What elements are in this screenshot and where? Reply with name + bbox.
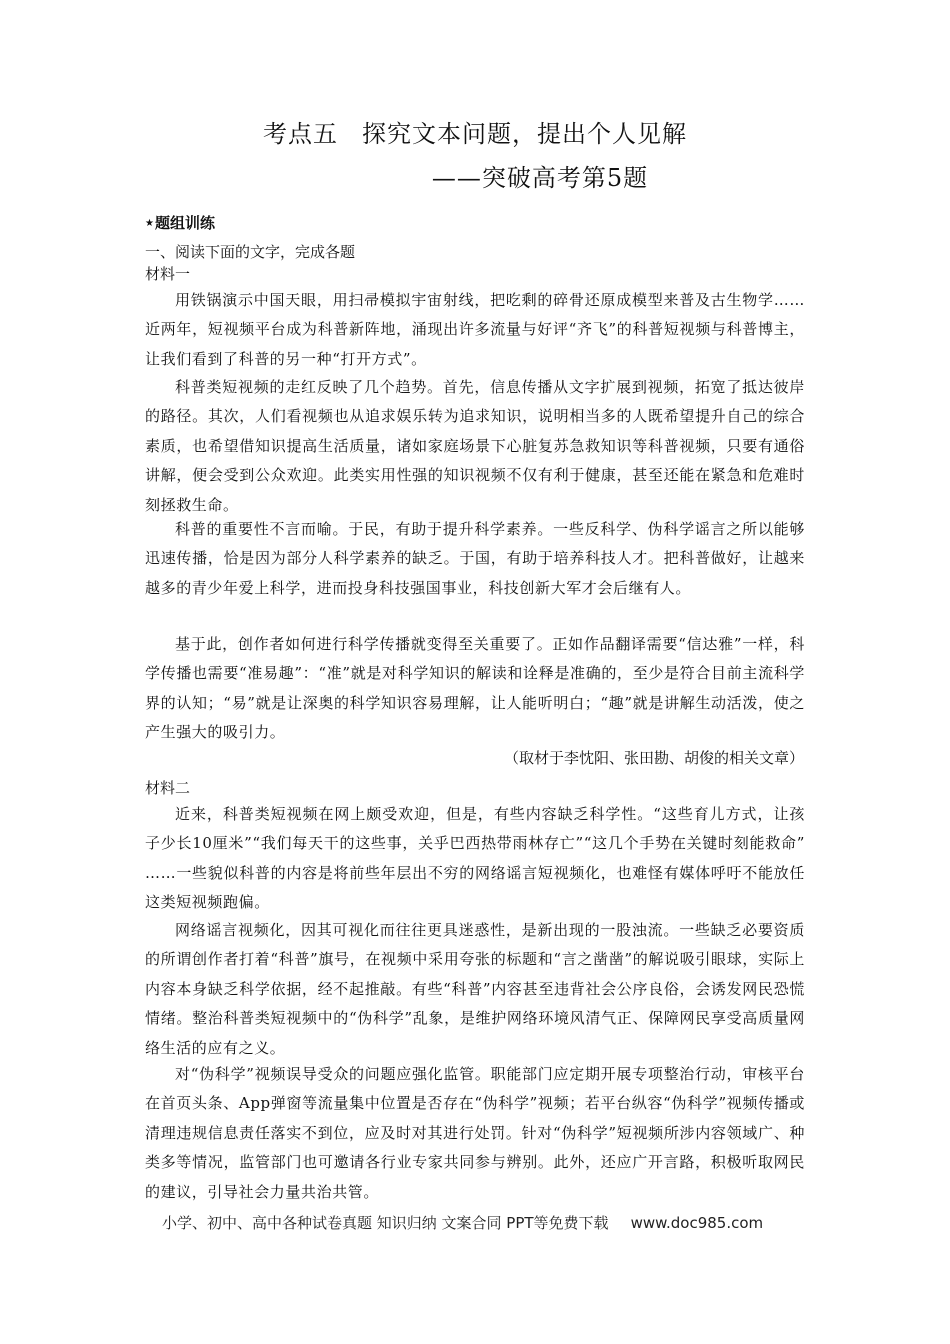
title-rest: 探究文本问题，提出个人见解 xyxy=(362,120,687,148)
page-title xyxy=(0,114,950,149)
title-main: 考点五 xyxy=(263,120,338,148)
question-heading: 一、阅读下面的文字，完成各题 xyxy=(145,243,356,261)
star-icon: ★ xyxy=(145,218,154,229)
footer-text: 小学、初中、高中各种试卷真题 知识归纳 文案合同 PPT等免费下载 xyxy=(162,1214,609,1232)
material1-paragraph: 基于此，创作者如何进行科学传播就变得至关重要了。正如作品翻译需要“信达雅”一样，科学传播也需要“准易趣”：“准”就是对科学知识的解读和诠释是准确的，至少是符合目前主流科学界的认知；“易”就是让深奥的科学知识容易理解，让人能听明白；“趣”就是讲解生动活泼，使之产生强大的吸引力。 xyxy=(145,635,805,742)
material1-paragraph: 科普的重要性不言而喻。于民，有助于提升科学素养。一些反科学、伪科学谣言之所以能够迅速传播，恰是因为部分人科学素养的缺乏。于国，有助于培养科技人才。把科普做好，让越来越多的青少年爱上科学，进而投身科技强国事业，科技创新大军才会后继有人。 xyxy=(145,520,805,597)
section-heading xyxy=(145,212,215,233)
material1-paragraph: 科普类短视频的走红反映了几个趋势。首先，信息传播从文字扩展到视频，拓宽了抵达彼岸的路径。其次，人们看视频也从追求娱乐转为追求知识，说明相当多的人既希望提升自己的综合素质，也希望借知识提高生活质量，诸如家庭场景下心脏复苏急救知识等科普视频，只要有通俗讲解，便会受到公众欢迎。此类实用性强的知识视频不仅有利于健康，甚至还能在紧急和危难时刻拯救生命。 xyxy=(145,378,805,514)
material1-paragraph: 用铁锅演示中国天眼，用扫帚模拟宇宙射线，把吃剩的碎骨还原成模型来普及古生物学……近两年，短视频平台成为科普新阵地，涌现出许多流量与好评“齐飞”的科普短视频与科普博主，让我们看到了科普的另一种“打开方式”。 xyxy=(145,291,805,368)
material1-source: （取材于李忱阳、张田勘、胡俊的相关文章） xyxy=(503,749,804,767)
footer-site-link[interactable]: www.doc985.com xyxy=(630,1214,764,1232)
footer xyxy=(162,1212,802,1233)
material2-label: 材料二 xyxy=(145,779,191,797)
page-subtitle: ——突破高考第5题 xyxy=(431,164,649,192)
material1-label: 材料一 xyxy=(145,265,191,283)
material2-paragraph: 对“伪科学”视频误导受众的问题应强化监管。职能部门应定期开展专项整治行动，审核平台在首页头条、App弹窗等流量集中位置是否存在“伪科学”视频；若平台纵容“伪科学”视频传播或清理违规信息责任落实不到位，应及时对其进行处罚。针对“伪科学”短视频所涉内容领域广、种类多等情况，监管部门也可邀请各行业专家共同参与辨别。此外，还应广开言路，积极听取网民的建议，引导社会力量共治共管。 xyxy=(145,1065,805,1201)
material2-paragraph: 网络谣言视频化，因其可视化而往往更具迷惑性，是新出现的一股浊流。一些缺乏必要资质的所谓创作者打着“科普”旗号，在视频中采用夸张的标题和“言之凿凿”的解说吸引眼球，实际上内容本身缺乏科学依据，经不起推敲。有些“科普”内容甚至违背社会公序良俗，会诱发网民恐慌情绪。整治科普类短视频中的“伪科学”乱象，是维护网络环境风清气正、保障网民享受高质量网络生活的应有之义。 xyxy=(145,921,805,1057)
material2-paragraph: 近来，科普类短视频在网上颇受欢迎，但是，有些内容缺乏科学性。“这些育儿方式，让孩子少长10厘米”“我们每天干的这些事，关乎巴西热带雨林存亡”“这几个手势在关键时刻能救命” ……一些貌似科普的内容是将前些年层出不穷的网络谣言短视频化，也难怪有媒体呼吁不能放任这类短视频跑偏。 xyxy=(145,805,805,912)
section-label: 题组训练 xyxy=(154,214,215,232)
